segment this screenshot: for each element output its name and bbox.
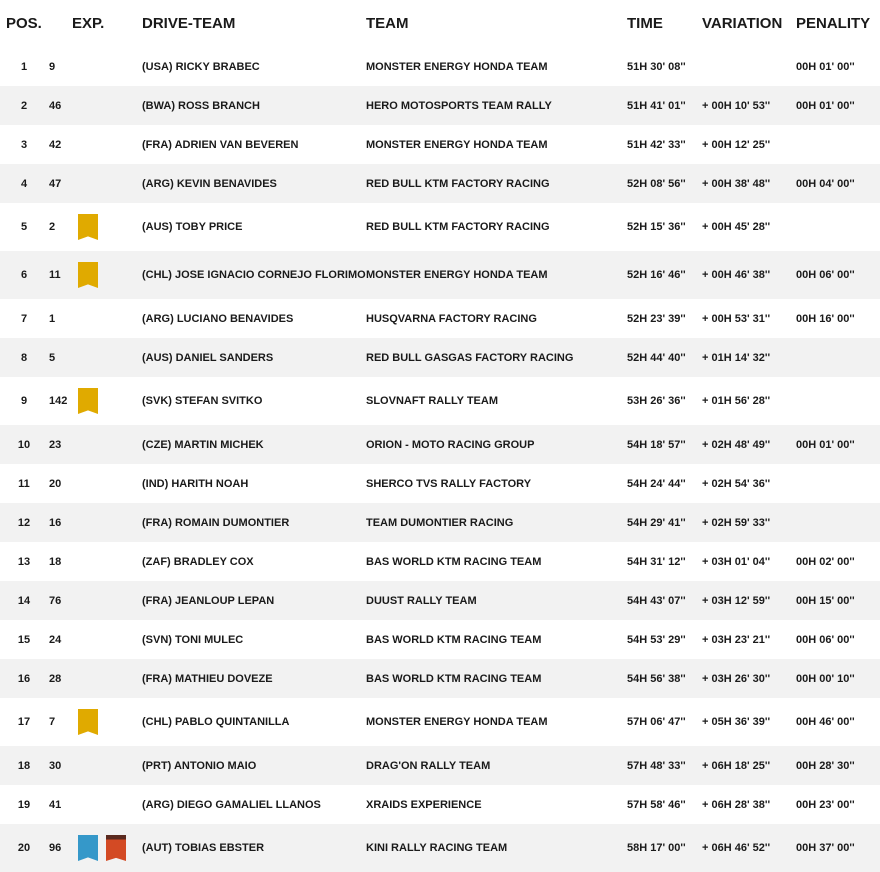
row-driver: (SVN) TONI MULEC xyxy=(142,633,244,646)
row-driver: (ARG) DIEGO GAMALIEL LLANOS xyxy=(142,798,321,811)
row-driver: (CHL) PABLO QUINTANILLA xyxy=(142,716,290,728)
table-body xyxy=(0,47,880,872)
row-penality: 00H 01' 00'' xyxy=(796,99,855,112)
table-row[interactable] xyxy=(0,47,880,86)
row-driver: (AUS) TOBY PRICE xyxy=(142,221,243,233)
row-penality: 00H 01' 00'' xyxy=(796,438,855,451)
gold-flag-icon xyxy=(78,262,98,288)
row-number: 16 xyxy=(49,516,62,529)
row-variation: + 00H 46' 38'' xyxy=(702,269,771,281)
blue-flag-icon xyxy=(78,835,98,861)
row-time: 54H 29' 41'' xyxy=(627,516,686,529)
row-pos: 8 xyxy=(20,351,28,364)
row-time: 54H 56' 38'' xyxy=(627,672,686,685)
row-team: RED BULL KTM FACTORY RACING xyxy=(366,221,550,233)
row-team: HERO MOTOSPORTS TEAM RALLY xyxy=(366,99,552,112)
table-row[interactable] xyxy=(0,377,880,425)
row-time: 52H 16' 46'' xyxy=(627,269,686,281)
table-row[interactable] xyxy=(0,698,880,746)
row-variation: + 03H 01' 04'' xyxy=(702,555,771,568)
row-team: KINI RALLY RACING TEAM xyxy=(366,842,508,854)
row-time: 52H 44' 40'' xyxy=(627,351,686,364)
row-exp xyxy=(76,262,142,288)
header-team[interactable]: TEAM xyxy=(366,15,409,32)
row-penality: 00H 16' 00'' xyxy=(796,312,855,325)
row-time: 52H 23' 39'' xyxy=(627,312,686,325)
row-team: XRAIDS EXPERIENCE xyxy=(366,798,482,811)
table-row[interactable] xyxy=(0,659,880,698)
row-penality: 00H 28' 30'' xyxy=(796,759,855,772)
table-row[interactable] xyxy=(0,164,880,203)
row-variation: + 00H 38' 48'' xyxy=(702,177,771,190)
row-team: BAS WORLD KTM RACING TEAM xyxy=(366,672,542,685)
table-row[interactable] xyxy=(0,86,880,125)
row-number: 7 xyxy=(49,716,56,728)
row-exp xyxy=(76,388,142,414)
header-penality[interactable]: PENALITY xyxy=(796,15,871,32)
row-pos: 19 xyxy=(17,798,31,811)
row-number: 2 xyxy=(49,221,56,233)
row-time: 57H 06' 47'' xyxy=(627,716,686,728)
table-row[interactable] xyxy=(0,299,880,338)
row-penality: 00H 04' 00'' xyxy=(796,177,855,190)
row-number: 47 xyxy=(49,177,62,190)
row-driver: (CZE) MARTIN MICHEK xyxy=(142,438,264,451)
row-number: 5 xyxy=(49,351,56,364)
row-pos: 11 xyxy=(18,477,30,490)
row-variation: + 02H 48' 49'' xyxy=(702,438,771,451)
row-variation: + 00H 53' 31'' xyxy=(702,312,771,325)
table-row[interactable] xyxy=(0,425,880,464)
row-number: 30 xyxy=(49,759,62,772)
row-driver: (FRA) ROMAIN DUMONTIER xyxy=(142,516,290,529)
row-variation: + 00H 12' 25'' xyxy=(702,138,771,151)
row-pos: 4 xyxy=(20,177,28,190)
row-team: MONSTER ENERGY HONDA TEAM xyxy=(366,716,548,728)
row-driver: (ARG) LUCIANO BENAVIDES xyxy=(142,312,294,325)
row-variation: + 02H 59' 33'' xyxy=(702,516,771,529)
row-time: 53H 26' 36'' xyxy=(627,395,686,407)
row-team: MONSTER ENERGY HONDA TEAM xyxy=(366,269,548,281)
row-driver: (BWA) ROSS BRANCH xyxy=(142,99,260,112)
row-driver: (FRA) JEANLOUP LEPAN xyxy=(142,594,275,607)
header-variation[interactable]: VARIATION xyxy=(702,15,783,32)
table-row[interactable] xyxy=(0,503,880,542)
row-number: 28 xyxy=(49,672,62,685)
row-driver: (FRA) ADRIEN VAN BEVEREN xyxy=(142,138,299,151)
row-penality: 00H 15' 00'' xyxy=(796,594,855,607)
table-row[interactable] xyxy=(0,125,880,164)
table-row[interactable] xyxy=(0,338,880,377)
row-pos: 16 xyxy=(17,672,31,685)
row-time: 54H 18' 57'' xyxy=(627,438,686,451)
row-number: 11 xyxy=(49,269,61,281)
red-flag-icon xyxy=(106,835,126,861)
row-exp xyxy=(76,709,142,735)
row-team: ORION - MOTO RACING GROUP xyxy=(366,438,535,451)
row-variation: + 06H 18' 25'' xyxy=(702,759,771,772)
row-number: 20 xyxy=(49,477,62,490)
table-row[interactable] xyxy=(0,620,880,659)
row-time: 54H 53' 29'' xyxy=(627,633,686,646)
row-pos: 3 xyxy=(20,138,28,151)
row-time: 57H 58' 46'' xyxy=(627,798,686,811)
row-team: MONSTER ENERGY HONDA TEAM xyxy=(366,60,548,73)
header-drive-team[interactable]: DRIVE-TEAM xyxy=(142,15,236,32)
row-pos: 14 xyxy=(17,594,31,607)
row-pos: 18 xyxy=(17,759,31,772)
row-number: 42 xyxy=(49,138,62,151)
row-driver: (ZAF) BRADLEY COX xyxy=(142,555,254,568)
row-time: 52H 08' 56'' xyxy=(627,177,686,190)
row-penality: 00H 00' 10'' xyxy=(796,672,855,685)
table-row[interactable] xyxy=(0,464,880,503)
row-number: 9 xyxy=(49,60,56,73)
table-header xyxy=(0,0,880,47)
row-variation: + 01H 56' 28'' xyxy=(702,395,771,407)
row-pos: 5 xyxy=(20,221,28,233)
row-driver: (ARG) KEVIN BENAVIDES xyxy=(142,177,277,190)
row-time: 51H 41' 01'' xyxy=(627,99,686,112)
row-variation: + 05H 36' 39'' xyxy=(702,716,771,728)
row-time: 54H 31' 12'' xyxy=(627,555,686,568)
row-team: TEAM DUMONTIER RACING xyxy=(366,516,514,529)
row-time: 54H 24' 44'' xyxy=(627,477,686,490)
row-driver: (SVK) STEFAN SVITKO xyxy=(142,395,263,407)
row-pos: 7 xyxy=(20,312,28,325)
header-exp-label: EXP. xyxy=(72,15,105,32)
row-variation: + 00H 45' 28'' xyxy=(702,221,771,233)
table-row[interactable] xyxy=(0,251,880,299)
row-team: RED BULL GASGAS FACTORY RACING xyxy=(366,351,574,364)
row-penality: 00H 46' 00'' xyxy=(796,716,855,728)
row-pos: 9 xyxy=(20,395,28,407)
row-pos: 2 xyxy=(20,99,28,112)
row-time: 58H 17' 00'' xyxy=(627,842,686,854)
row-variation: + 03H 12' 59'' xyxy=(702,594,771,607)
row-variation: + 06H 28' 38'' xyxy=(702,798,771,811)
table-row[interactable] xyxy=(0,203,880,251)
row-time: 52H 15' 36'' xyxy=(627,221,686,233)
row-team: MONSTER ENERGY HONDA TEAM xyxy=(366,138,548,151)
row-penality: 00H 37' 00'' xyxy=(796,842,855,854)
row-penality: 00H 06' 00'' xyxy=(796,269,855,281)
row-number: 46 xyxy=(49,99,62,112)
row-team: SHERCO TVS RALLY FACTORY xyxy=(366,477,532,490)
row-pos: 17 xyxy=(17,716,31,728)
row-driver: (AUT) TOBIAS EBSTER xyxy=(142,842,265,854)
row-team: BAS WORLD KTM RACING TEAM xyxy=(366,555,542,568)
row-pos: 1 xyxy=(20,60,28,73)
header-pos[interactable]: POS. xyxy=(6,15,42,32)
row-time: 57H 48' 33'' xyxy=(627,759,686,772)
row-time: 54H 43' 07'' xyxy=(627,594,686,607)
row-driver: (IND) HARITH NOAH xyxy=(142,477,249,490)
row-pos: 10 xyxy=(17,438,31,451)
row-team: DRAG'ON RALLY TEAM xyxy=(366,759,491,772)
row-team: RED BULL KTM FACTORY RACING xyxy=(366,177,550,190)
row-pos: 20 xyxy=(17,842,31,854)
gold-flag-icon xyxy=(78,709,98,735)
row-number: 76 xyxy=(49,594,62,607)
row-variation: + 02H 54' 36'' xyxy=(702,477,771,490)
row-penality: 00H 02' 00'' xyxy=(796,555,855,568)
row-pos: 15 xyxy=(17,633,31,646)
row-driver: (USA) RICKY BRABEC xyxy=(142,60,260,73)
row-exp xyxy=(76,835,142,861)
gold-flag-icon xyxy=(78,214,98,240)
header-time[interactable]: TIME xyxy=(627,15,663,32)
table-row[interactable] xyxy=(0,785,880,824)
row-driver: (FRA) MATHIEU DOVEZE xyxy=(142,672,273,685)
row-time: 51H 42' 33'' xyxy=(627,138,686,151)
row-variation: + 03H 26' 30'' xyxy=(702,672,771,685)
row-number: 41 xyxy=(49,798,62,811)
row-number: 96 xyxy=(49,842,62,854)
row-pos: 6 xyxy=(20,269,28,281)
header-exp[interactable] xyxy=(72,15,142,32)
row-number: 23 xyxy=(49,438,62,451)
row-team: BAS WORLD KTM RACING TEAM xyxy=(366,633,542,646)
row-driver: (AUS) DANIEL SANDERS xyxy=(142,351,274,364)
table-row[interactable] xyxy=(0,542,880,581)
row-driver: (PRT) ANTONIO MAIO xyxy=(142,759,257,772)
row-number: 18 xyxy=(49,555,62,568)
row-number: 24 xyxy=(49,633,62,646)
row-variation: + 06H 46' 52'' xyxy=(702,842,771,854)
row-variation: + 01H 14' 32'' xyxy=(702,351,771,364)
table-row[interactable] xyxy=(0,746,880,785)
row-team: SLOVNAFT RALLY TEAM xyxy=(366,395,499,407)
gold-flag-icon xyxy=(78,388,98,414)
row-pos: 12 xyxy=(17,516,31,529)
row-penality: 00H 23' 00'' xyxy=(796,798,855,811)
row-driver: (CHL) JOSE IGNACIO CORNEJO FLORIMO xyxy=(142,269,366,281)
row-time: 51H 30' 08'' xyxy=(627,60,686,73)
row-number: 142 xyxy=(49,395,68,407)
table-row[interactable] xyxy=(0,581,880,620)
row-exp xyxy=(76,214,142,240)
row-team: HUSQVARNA FACTORY RACING xyxy=(366,312,537,325)
row-pos: 13 xyxy=(17,555,31,568)
row-variation: + 03H 23' 21'' xyxy=(702,633,771,646)
table-row[interactable] xyxy=(0,824,880,872)
row-number: 1 xyxy=(49,312,56,325)
row-penality: 00H 01' 00'' xyxy=(796,60,855,73)
row-penality: 00H 06' 00'' xyxy=(796,633,855,646)
row-variation: + 00H 10' 53'' xyxy=(702,99,771,112)
row-team: DUUST RALLY TEAM xyxy=(366,594,477,607)
